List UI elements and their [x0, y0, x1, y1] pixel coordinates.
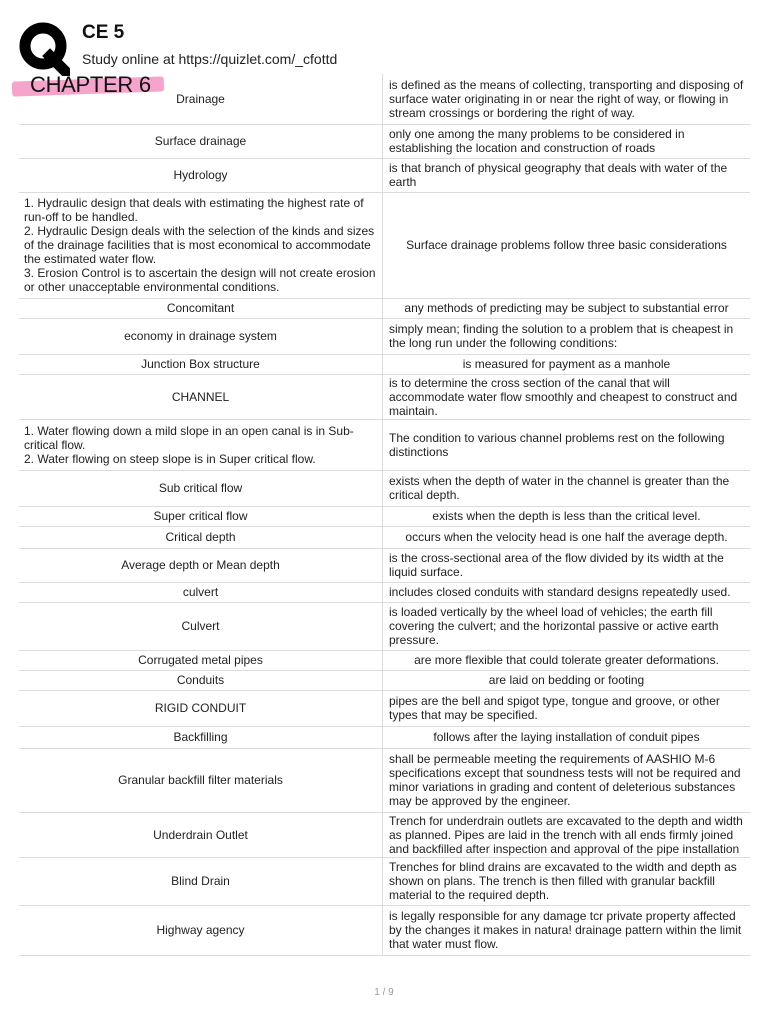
- card-row: [19, 582, 750, 602]
- card-row: [19, 812, 750, 857]
- card-definition: is that branch of physical geography that deals with water of the earth: [383, 158, 751, 192]
- card-term: Super critical flow: [19, 506, 383, 526]
- card-term: Underdrain Outlet: [19, 812, 383, 857]
- card-definition: Surface drainage problems follow three basic considerations: [383, 192, 751, 298]
- card-row: [19, 857, 750, 905]
- card-row: [19, 318, 750, 354]
- card-term: Surface drainage: [19, 124, 383, 158]
- card-term: Concomitant: [19, 298, 383, 318]
- card-row: [19, 354, 750, 374]
- card-term: Blind Drain: [19, 857, 383, 905]
- card-row: [19, 506, 750, 526]
- page-indicator: 1 / 9: [374, 987, 394, 998]
- card-term: Junction Box structure: [19, 354, 383, 374]
- card-definition: are laid on bedding or footing: [383, 670, 751, 690]
- chapter-heading: CHAPTER 6: [30, 72, 151, 97]
- flashcard-table: [19, 74, 750, 956]
- card-term: RIGID CONDUIT: [19, 690, 383, 726]
- card-row: [19, 748, 750, 812]
- card-row: [19, 548, 750, 582]
- card-row: [19, 158, 750, 192]
- card-row: [19, 298, 750, 318]
- card-term: 1. Hydraulic design that deals with estimating the highest rate of run-off to be handled. 2. Hydraulic Design deals with the selection of the kinds and sizes of the drainage facilities that is most economical to accommodate the estimated water flow. 3. Erosion Control is to ascertain the design will not create erosion or other unacceptable environmental conditions.: [19, 192, 383, 298]
- card-definition: shall be permeable meeting the requirements of AASHIO M-6 specifications except that soundness tests will not be required and minor variations in grading and content of deleterious substances may be approved by the engineer.: [383, 748, 751, 812]
- card-row: [19, 124, 750, 158]
- card-row: [19, 650, 750, 670]
- card-definition: follows after the laying installation of conduit pipes: [383, 726, 751, 748]
- card-term: Corrugated metal pipes: [19, 650, 383, 670]
- card-definition: only one among the many problems to be considered in establishing the location and construction of roads: [383, 124, 751, 158]
- card-term: Granular backfill filter materials: [19, 748, 383, 812]
- card-definition: is the cross-sectional area of the flow divided by its width at the liquid surface.: [383, 548, 751, 582]
- card-row: [19, 470, 750, 506]
- card-row: [19, 726, 750, 748]
- card-row: [19, 602, 750, 650]
- card-definition: is to determine the cross section of the canal that will accommodate water flow smoothly and cheapest to construct and maintain.: [383, 374, 751, 419]
- card-definition: simply mean; finding the solution to a problem that is cheapest in the long run under the following conditions:: [383, 318, 751, 354]
- card-term: Critical depth: [19, 526, 383, 548]
- card-definition: includes closed conduits with standard designs repeatedly used.: [383, 582, 751, 602]
- card-definition: any methods of predicting may be subject to substantial error: [383, 298, 751, 318]
- card-row: [19, 192, 750, 298]
- card-term: Highway agency: [19, 905, 383, 955]
- card-row: [19, 690, 750, 726]
- card-definition: occurs when the velocity head is one half the average depth.: [383, 526, 751, 548]
- card-term: Culvert: [19, 602, 383, 650]
- card-definition: are more flexible that could tolerate greater deformations.: [383, 650, 751, 670]
- card-row: [19, 670, 750, 690]
- card-term: Drainage: [19, 74, 383, 124]
- card-definition: The condition to various channel problems rest on the following distinctions: [383, 419, 751, 470]
- deck-title: CE 5: [82, 22, 125, 43]
- card-definition: Trenches for blind drains are excavated to the width and depth as shown on plans. The trench is then filled with granular backfill material to the required depth.: [383, 857, 751, 905]
- card-row: [19, 526, 750, 548]
- card-definition: is loaded vertically by the wheel load of vehicles; the earth fill covering the culvert; and the horizontal passive or active earth pressure.: [383, 602, 751, 650]
- card-term: Average depth or Mean depth: [19, 548, 383, 582]
- quizlet-q-logo-icon: [18, 20, 70, 76]
- card-definition: is legally responsible for any damage tcr private property affected by the changes it makes in natura! drainage pattern within the limit that water must flow.: [383, 905, 751, 955]
- card-term: 1. Water flowing down a mild slope in an open canal is in Sub-critical flow. 2. Water flowing on steep slope is in Super critical flow.: [19, 419, 383, 470]
- card-term: CHANNEL: [19, 374, 383, 419]
- card-definition: exists when the depth is less than the critical level.: [383, 506, 751, 526]
- card-term: Hydrology: [19, 158, 383, 192]
- card-term: Conduits: [19, 670, 383, 690]
- card-term: Sub critical flow: [19, 470, 383, 506]
- card-term: culvert: [19, 582, 383, 602]
- card-definition: pipes are the bell and spigot type, tongue and groove, or other types that may be specified.: [383, 690, 751, 726]
- card-row: [19, 374, 750, 419]
- card-definition: is defined as the means of collecting, transporting and disposing of surface water originating in or near the right of way, or flowing in stream crossings or bordering the right of way.: [383, 74, 751, 124]
- card-definition: Trench for underdrain outlets are excavated to the depth and width as planned. Pipes are laid in the trench with all ends firmly joined and backfilled after inspection and approval of the pipe installation: [383, 812, 751, 857]
- card-definition: exists when the depth of water in the channel is greater than the critical depth.: [383, 470, 751, 506]
- card-definition: is measured for payment as a manhole: [383, 354, 751, 374]
- card-term: Backfilling: [19, 726, 383, 748]
- card-row: [19, 419, 750, 470]
- card-row: [19, 905, 750, 955]
- study-url[interactable]: Study online at https://quizlet.com/_cfottd: [82, 51, 338, 67]
- card-term: economy in drainage system: [19, 318, 383, 354]
